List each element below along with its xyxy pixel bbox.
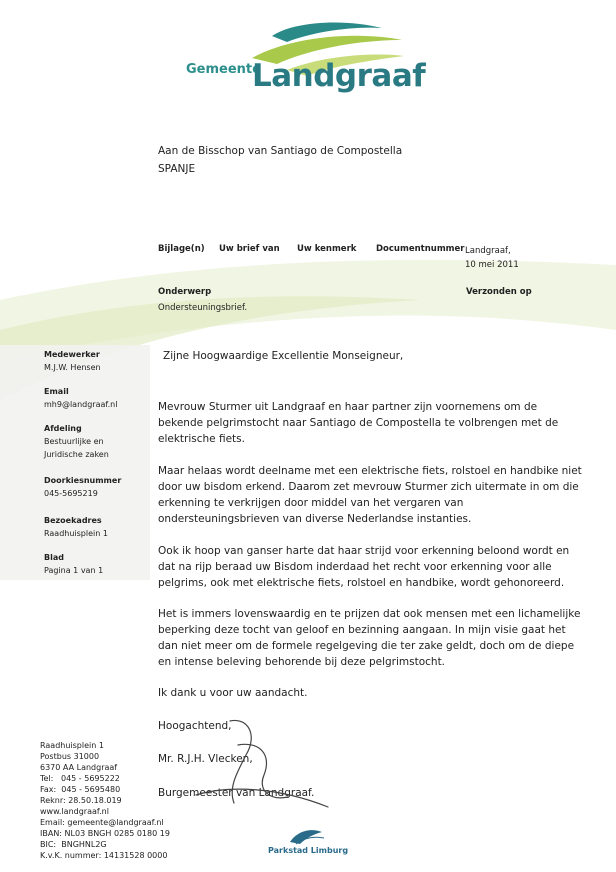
paragraph-3-text: Ook ik hoop van ganser harte dat haar strijd voor erkenning beloond wordt en dat na rijp beraad uw Bisdom inderdaad het recht voor erkenning voor alle pelgrims, ook met elektrische fiets, rolstoel en handbike, wordt gehonoreerd. [158,545,570,589]
logo-name-text: Landgraaf [252,58,426,94]
date-value: 10 mei 2011 [465,260,519,270]
handwritten-signature [168,715,338,815]
uw-brief-label: Uw brief van [219,244,280,254]
footer-line: Raadhuisplein 1 [40,741,104,750]
footer-line: Email: gemeente@landgraaf.nl [40,818,164,827]
recipient-line-2: SPANJE [158,163,196,175]
email-label: Email [44,387,69,396]
logo-prefix-text: Gemeente [186,62,261,77]
paragraph-1-text: Mevrouw Sturmer uit Landgraaf en haar partner zijn voornemens om de bekende pelgrimstocht naar Santiago de Compostella te volbrengen met de elektrische fiets. [158,401,559,445]
salutation: Zijne Hoogwaardige Excellentie Monseigneur, [163,350,404,362]
recipient-line-1: Aan de Bisschop van Santiago de Compostella [158,145,403,157]
parkstad-limburg-logo-icon [286,826,326,846]
paragraph-2 [158,463,583,527]
footer-line: Postbus 31000 [40,752,100,761]
email-value: mh9@landgraaf.nl [44,400,118,409]
bijlage-label: Bijlage(n) [158,244,205,254]
documentnummer-label: Documentnummer [376,244,465,254]
footer-line: IBAN: NL03 BNGH 0285 0180 19 [40,829,170,838]
sidebar-doorkiesnummer [44,474,121,500]
footer-address [40,740,170,861]
paragraph-1 [158,399,583,447]
sidebar-afdeling [44,422,109,461]
paragraph-4-text: Het is immers lovenswaardig en te prijzen dat ook mensen met een lichamelijke beperking deze tocht van geloof en bezinning aangaan. In mijn visie gaat het dan niet meer om de formele regelgeving die ter zake geldt, doch om de diepe en intense beleving behorende bij deze pelgrimstocht. [158,608,581,668]
blad-label: Blad [44,553,64,562]
afdeling-label: Afdeling [44,424,82,433]
paragraph-5: Ik dank u voor uw aandacht. [158,687,308,699]
footer-line: BIC: BNGHNL2G [40,840,107,849]
doorkiesnummer-value: 045-5695219 [44,489,98,498]
parkstad-limburg-text: Parkstad Limburg [268,846,349,855]
footer-line: K.v.K. nummer: 14131528 0000 [40,851,168,860]
footer-line: 6370 AA Landgraaf [40,763,118,772]
paragraph-3 [158,543,583,591]
bezoekadres-label: Bezoekadres [44,516,102,525]
signer-title: Burgemeester van Landgraaf. [158,787,315,799]
closing: Hoogachtend, [158,720,232,732]
date-block [465,244,519,272]
recipient-address [158,142,402,178]
signer-name: Mr. R.J.H. Vlecken, [158,753,253,765]
footer-line: Fax: 045 - 5695480 [40,785,121,794]
blad-value: Pagina 1 van 1 [44,566,104,575]
bezoekadres-value: Raadhuisplein 1 [44,529,108,538]
verzonden-op-label: Verzonden op [466,287,532,297]
footer-line: Tel: 045 - 5695222 [40,774,120,783]
footer-line: Reknr: 28.50.18.019 [40,796,122,805]
afdeling-value-2: Juridische zaken [44,450,109,459]
sidebar-medewerker [44,348,101,374]
sidebar-email [44,385,117,411]
footer-line: www.landgraaf.nl [40,807,109,816]
uw-kenmerk-label: Uw kenmerk [297,244,357,254]
medewerker-value: M.J.W. Hensen [44,363,101,372]
onderwerp-value: Ondersteuningsbrief. [158,303,248,313]
paragraph-2-text: Maar helaas wordt deelname met een elektrische fiets, rolstoel en handbike niet door uw bisdom erkend. Daarom zet mevrouw Sturmer zich uitermate in om die erkenning te verkrijgen door middel van het vergaren van ondersteuningsbrieven van diverse Nederlandse instanties. [158,465,582,525]
afdeling-value-1: Bestuurlijke en [44,437,104,446]
paragraph-4 [158,606,583,670]
medewerker-label: Medewerker [44,350,100,359]
sidebar-bezoekadres [44,514,108,540]
sidebar-blad [44,551,103,577]
date-place: Landgraaf, [465,246,511,256]
onderwerp-label: Onderwerp [158,287,212,297]
doorkiesnummer-label: Doorkiesnummer [44,476,122,485]
